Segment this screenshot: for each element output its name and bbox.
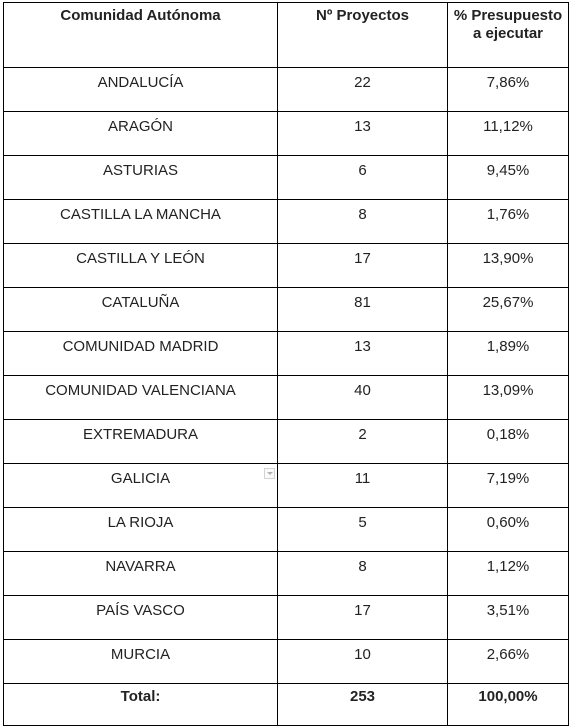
header-budget[interactable]: % Presupuesto a ejecutar [448,3,569,68]
table-row [4,288,569,332]
region-name: NAVARRA [105,558,176,575]
cell-budget[interactable]: 9,45% [448,156,569,200]
region-name: LA RIOJA [107,514,174,531]
region-name: GALICIA [110,470,171,487]
region-name: ARAGÓN [107,118,173,135]
cell-projects[interactable]: 10 [278,640,448,684]
header-region[interactable]: Comunidad Autónoma [4,3,278,68]
region-name: COMUNIDAD MADRID [62,338,219,355]
table-row [4,68,569,112]
region-name: ANDALUCÍA [97,74,184,91]
cell-region[interactable] [4,68,278,112]
cell-budget[interactable]: 3,51% [448,596,569,640]
projects-table [3,2,569,726]
cell-budget[interactable]: 1,89% [448,332,569,376]
cell-projects[interactable]: 13 [278,112,448,156]
cell-region[interactable] [4,376,278,420]
total-row [4,684,569,726]
cell-region[interactable] [4,112,278,156]
table-row [4,420,569,464]
cell-region[interactable] [4,464,278,508]
cell-budget[interactable]: 7,19% [448,464,569,508]
cell-region[interactable] [4,288,278,332]
table-body [4,68,569,684]
dropdown-filter-icon[interactable] [264,468,275,479]
cell-region[interactable] [4,156,278,200]
cell-budget[interactable]: 2,66% [448,640,569,684]
cell-projects[interactable]: 17 [278,596,448,640]
table-row [4,376,569,420]
cell-projects[interactable]: 5 [278,508,448,552]
cell-projects[interactable]: 2 [278,420,448,464]
region-name: CATALUÑA [101,294,180,311]
cell-region[interactable] [4,244,278,288]
cell-projects[interactable]: 13 [278,332,448,376]
cell-region[interactable] [4,420,278,464]
region-name: CASTILLA Y LEÓN [76,250,205,267]
cell-budget[interactable]: 1,12% [448,552,569,596]
region-name: MURCIA [110,646,171,663]
table-row [4,200,569,244]
table-row [4,332,569,376]
cell-budget[interactable]: 25,67% [448,288,569,332]
cell-region[interactable] [4,332,278,376]
cell-region[interactable] [4,508,278,552]
total-budget[interactable]: 100,00% [448,684,569,726]
cell-region[interactable] [4,200,278,244]
cell-budget[interactable]: 11,12% [448,112,569,156]
region-name: CASTILLA LA MANCHA [60,206,221,223]
cell-projects[interactable]: 8 [278,200,448,244]
cell-projects[interactable]: 6 [278,156,448,200]
table-row [4,112,569,156]
table-row [4,552,569,596]
cell-projects[interactable]: 11 [278,464,448,508]
cell-budget[interactable]: 1,76% [448,200,569,244]
cell-budget[interactable]: 7,86% [448,68,569,112]
total-label[interactable]: Total: [4,684,278,726]
cell-projects[interactable]: 40 [278,376,448,420]
region-name: ASTURIAS [102,162,178,179]
header-projects[interactable]: Nº Proyectos [278,3,448,68]
table-row [4,640,569,684]
cell-region[interactable] [4,640,278,684]
cell-budget[interactable]: 0,18% [448,420,569,464]
cell-projects[interactable]: 17 [278,244,448,288]
cell-budget[interactable]: 13,90% [448,244,569,288]
cell-budget[interactable]: 0,60% [448,508,569,552]
total-projects[interactable]: 253 [278,684,448,726]
cell-budget[interactable]: 13,09% [448,376,569,420]
cell-region[interactable] [4,552,278,596]
table-row [4,156,569,200]
cell-projects[interactable]: 81 [278,288,448,332]
region-name: COMUNIDAD VALENCIANA [45,382,236,399]
region-name: EXTREMADURA [82,426,198,443]
table-row [4,508,569,552]
cell-projects[interactable]: 8 [278,552,448,596]
header-row [4,3,569,68]
table-row [4,596,569,640]
table-row [4,464,569,508]
cell-projects[interactable]: 22 [278,68,448,112]
table-row [4,244,569,288]
cell-region[interactable] [4,596,278,640]
region-name: PAÍS VASCO [96,602,185,619]
